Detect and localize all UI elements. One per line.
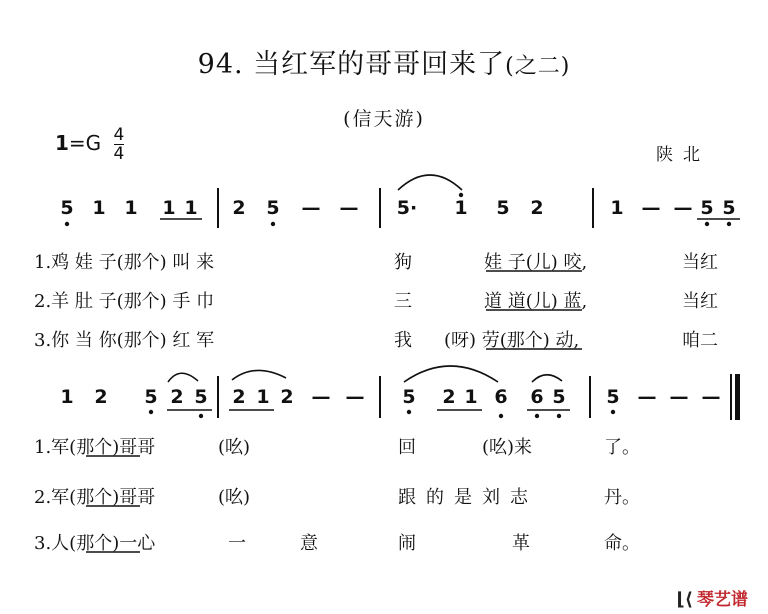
note: 1 — [60, 386, 74, 408]
high-octave-dot — [459, 193, 463, 197]
note-dash: — — [311, 386, 331, 408]
lyric-5d: 丹。 — [604, 487, 640, 508]
slur — [404, 366, 498, 382]
note: 2 — [232, 197, 246, 219]
note: 6 — [530, 386, 544, 408]
piano-key-icon: ⌊⟨ — [676, 589, 693, 610]
title-main: 94. 当红军的哥哥回来了 — [197, 49, 506, 80]
note: 5 — [60, 197, 74, 219]
note-dash: — — [641, 197, 661, 219]
slur — [168, 373, 198, 382]
lyric-6a: 3.人(那个)一心 — [34, 533, 156, 554]
note: 1 — [92, 197, 106, 219]
lyric-6b: 一 — [228, 533, 246, 554]
lyric-2b: 三 — [394, 291, 412, 312]
lyric-5b: (吆) — [218, 487, 251, 508]
lyric-4e: 了。 — [604, 437, 640, 458]
lyric-1b: 狗 — [394, 252, 412, 273]
watermark-logo — [677, 585, 748, 610]
lyric-4d: (吆)来 — [482, 437, 533, 458]
low-octave-dot — [535, 414, 539, 418]
lyric-5a: 2.军(那个)哥哥 — [34, 487, 156, 508]
time-numerator: 4 — [113, 125, 125, 145]
note: 5· — [396, 197, 418, 219]
key-value: =G — [68, 131, 102, 155]
note-dash: — — [301, 197, 321, 219]
low-octave-dot — [271, 222, 275, 226]
lyric-5c: 跟的是刘志 — [398, 487, 538, 508]
low-octave-dot — [499, 414, 503, 418]
lyric-6f: 命。 — [604, 533, 640, 554]
lyric-2c: 道 道(儿) 蓝, — [484, 291, 588, 312]
note-dash: — — [339, 197, 359, 219]
slur — [532, 375, 562, 382]
note: 6 — [494, 386, 508, 408]
note: 1 — [184, 197, 198, 219]
note: 5 — [700, 197, 714, 219]
region-label: 陕北 — [656, 145, 710, 165]
low-octave-dot — [199, 414, 203, 418]
slur — [232, 370, 286, 380]
key-label: 1 — [55, 131, 69, 155]
note-dash: — — [669, 386, 689, 408]
low-octave-dot — [65, 222, 69, 226]
note: 2 — [94, 386, 108, 408]
lyric-2a: 2.羊 肚 子(那个) 手 巾 — [34, 291, 215, 312]
low-octave-dot — [557, 414, 561, 418]
note: 5 — [722, 197, 736, 219]
note: 2 — [232, 386, 246, 408]
low-octave-dot — [407, 410, 411, 414]
lyric-6c: 意 — [300, 533, 318, 554]
slur — [398, 175, 462, 190]
low-octave-dot — [611, 410, 615, 414]
low-octave-dot — [149, 410, 153, 414]
lyric-3c: (呀) 劳(那个) 动, — [444, 330, 580, 351]
note: 1 — [124, 197, 138, 219]
lyric-3d: 咱二 — [682, 330, 718, 351]
note: 1 — [162, 197, 176, 219]
note: 5 — [266, 197, 280, 219]
low-octave-dot — [727, 222, 731, 226]
note: 2 — [442, 386, 456, 408]
lyric-4c: 回 — [398, 437, 416, 458]
lyric-3a: 3.你 当 你(那个) 红 军 — [34, 330, 215, 351]
lyric-6d: 闹 — [398, 533, 416, 554]
note: 5 — [606, 386, 620, 408]
note: 2 — [280, 386, 294, 408]
lyric-2d: 当红 — [682, 291, 718, 312]
note: 1 — [454, 197, 468, 219]
note-dash: — — [701, 386, 721, 408]
watermark-text: 琴艺谱 — [697, 590, 748, 610]
song-subtitle: (信天游) — [343, 108, 425, 130]
lyric-4b: (吆) — [218, 437, 251, 458]
lyric-4a: 1.军(那个)哥哥 — [34, 437, 156, 458]
note-dash: — — [345, 386, 365, 408]
note: 1 — [256, 386, 270, 408]
note: 5 — [496, 197, 510, 219]
note: 2 — [170, 386, 184, 408]
lyric-6e: 革 — [512, 533, 530, 554]
note-dash: — — [673, 197, 693, 219]
note: 5 — [402, 386, 416, 408]
note: 5 — [144, 386, 158, 408]
note: 5 — [194, 386, 208, 408]
title-suffix: (之二) — [505, 54, 571, 79]
note: 2 — [530, 197, 544, 219]
low-octave-dot — [705, 222, 709, 226]
time-denominator: 4 — [113, 144, 125, 164]
note: 1 — [464, 386, 478, 408]
note: 5 — [552, 386, 566, 408]
lyric-1a: 1.鸡 娃 子(那个) 叫 来 — [34, 252, 215, 273]
lyric-1d: 当红 — [682, 252, 718, 273]
note-dash: — — [637, 386, 657, 408]
lyric-1c: 娃 子(儿) 咬, — [484, 252, 588, 273]
lyric-3b: 我 — [394, 330, 412, 351]
note: 1 — [610, 197, 624, 219]
